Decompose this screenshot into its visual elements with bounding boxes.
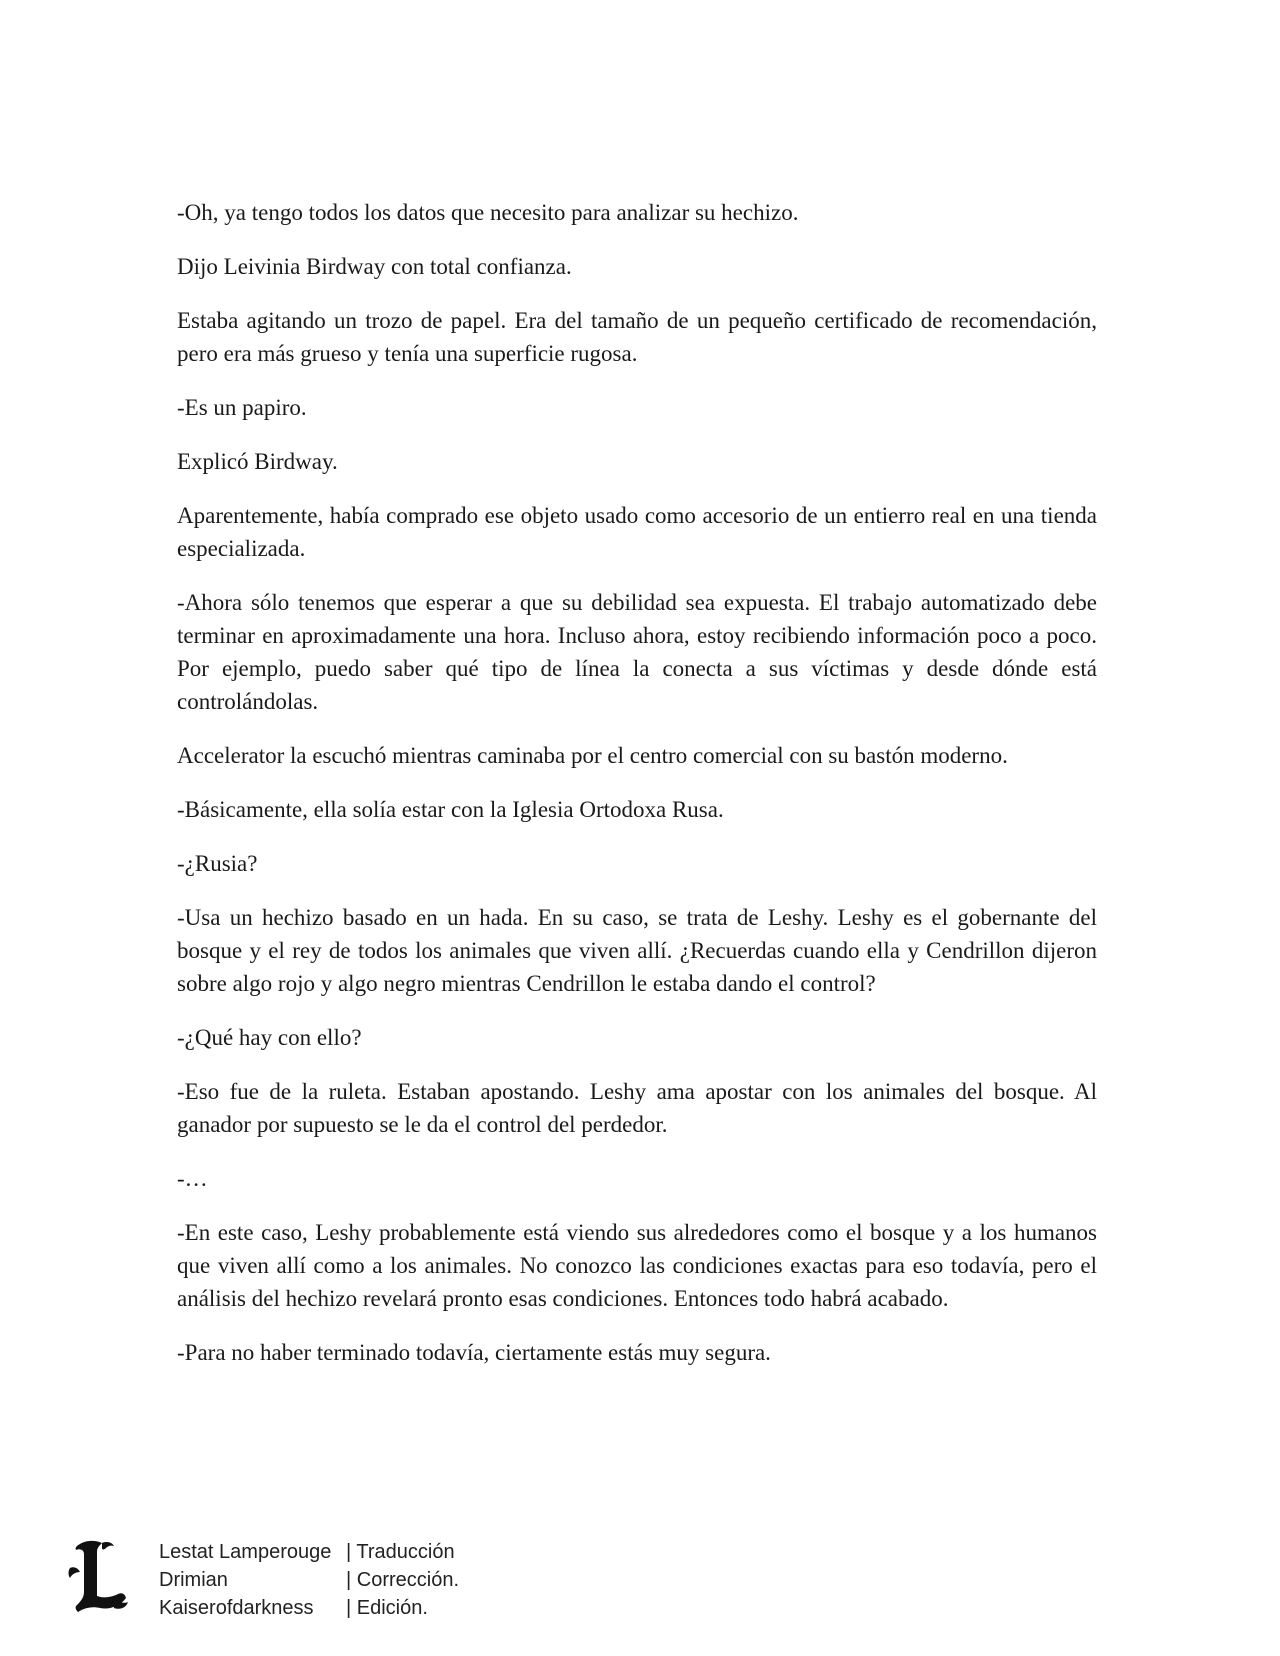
paragraph-5: Explicó Birdway. (177, 449, 338, 474)
paragraph-12: -¿Qué hay con ello? (177, 1025, 362, 1050)
gothic-letter-L-icon (66, 1538, 130, 1616)
paragraph-3: Estaba agitando un trozo de papel. Era del tamaño de un pequeño certificado de recomendación, pero era más grueso y tenía una superficie rugosa. (177, 308, 1097, 366)
credit-name: Drimian (159, 1569, 228, 1591)
credit-role: | Corrección. (346, 1569, 460, 1591)
paragraph-11: -Usa un hechizo basado en un hada. En su caso, se trata de Leshy. Leshy es el gobernante del bosque y el rey de todos los animales que viven allí. ¿Recuerdas cuando ella y Cendrillon dijeron sobre algo rojo y algo negro mientras Cendrillon le estaba dando el control? (177, 905, 1097, 996)
paragraph-2: Dijo Leivinia Birdway con total confianza. (177, 254, 572, 279)
paragraph-6: Aparentemente, había comprado ese objeto usado como accesorio de un entierro real en una tienda especializada. (177, 503, 1097, 561)
paragraph-15: -En este caso, Leshy probablemente está viendo sus alrededores como el bosque y a los humanos que viven allí como a los animales. No conozco las condiciones exactas para eso todavía, pero el análisis del hechizo revelará pronto esas condiciones. Entonces todo habrá acabado. (177, 1220, 1097, 1311)
document-body (177, 196, 1097, 1390)
paragraph-16: -Para no haber terminado todavía, ciertamente estás muy segura. (177, 1340, 771, 1365)
paragraph-4: -Es un papiro. (177, 395, 307, 420)
paragraph-10: -¿Rusia? (177, 851, 258, 876)
credit-row-edition (159, 1594, 459, 1622)
credits-list (159, 1538, 459, 1622)
footer-credits (66, 1538, 566, 1628)
paragraph-7: -Ahora sólo tenemos que esperar a que su debilidad sea expuesta. El trabajo automatizado debe terminar en aproximadamente una hora. Incluso ahora, estoy recibiendo información poco a poco. Por ejemplo, puedo saber qué tipo de línea la conecta a sus víctimas y desde dónde está controlándolas. (177, 590, 1097, 714)
paragraph-14: -… (177, 1166, 208, 1191)
credit-row-correction (159, 1566, 459, 1594)
paragraph-8: Accelerator la escuchó mientras caminaba por el centro comercial con su bastón moderno. (177, 743, 1008, 768)
paragraph-1: -Oh, ya tengo todos los datos que necesito para analizar su hechizo. (177, 200, 799, 225)
paragraph-9: -Básicamente, ella solía estar con la Iglesia Ortodoxa Rusa. (177, 797, 724, 822)
credit-role: | Edición. (346, 1597, 428, 1619)
credit-name: Kaiserofdarkness (159, 1597, 314, 1619)
credit-name: Lestat Lamperouge (159, 1541, 332, 1563)
credit-role: | Traducción (346, 1541, 455, 1563)
paragraph-13: -Eso fue de la ruleta. Estaban apostando. Leshy ama apostar con los animales del bosque. Al ganador por supuesto se le da el control del perdedor. (177, 1079, 1097, 1137)
credit-row-translation (159, 1538, 459, 1566)
